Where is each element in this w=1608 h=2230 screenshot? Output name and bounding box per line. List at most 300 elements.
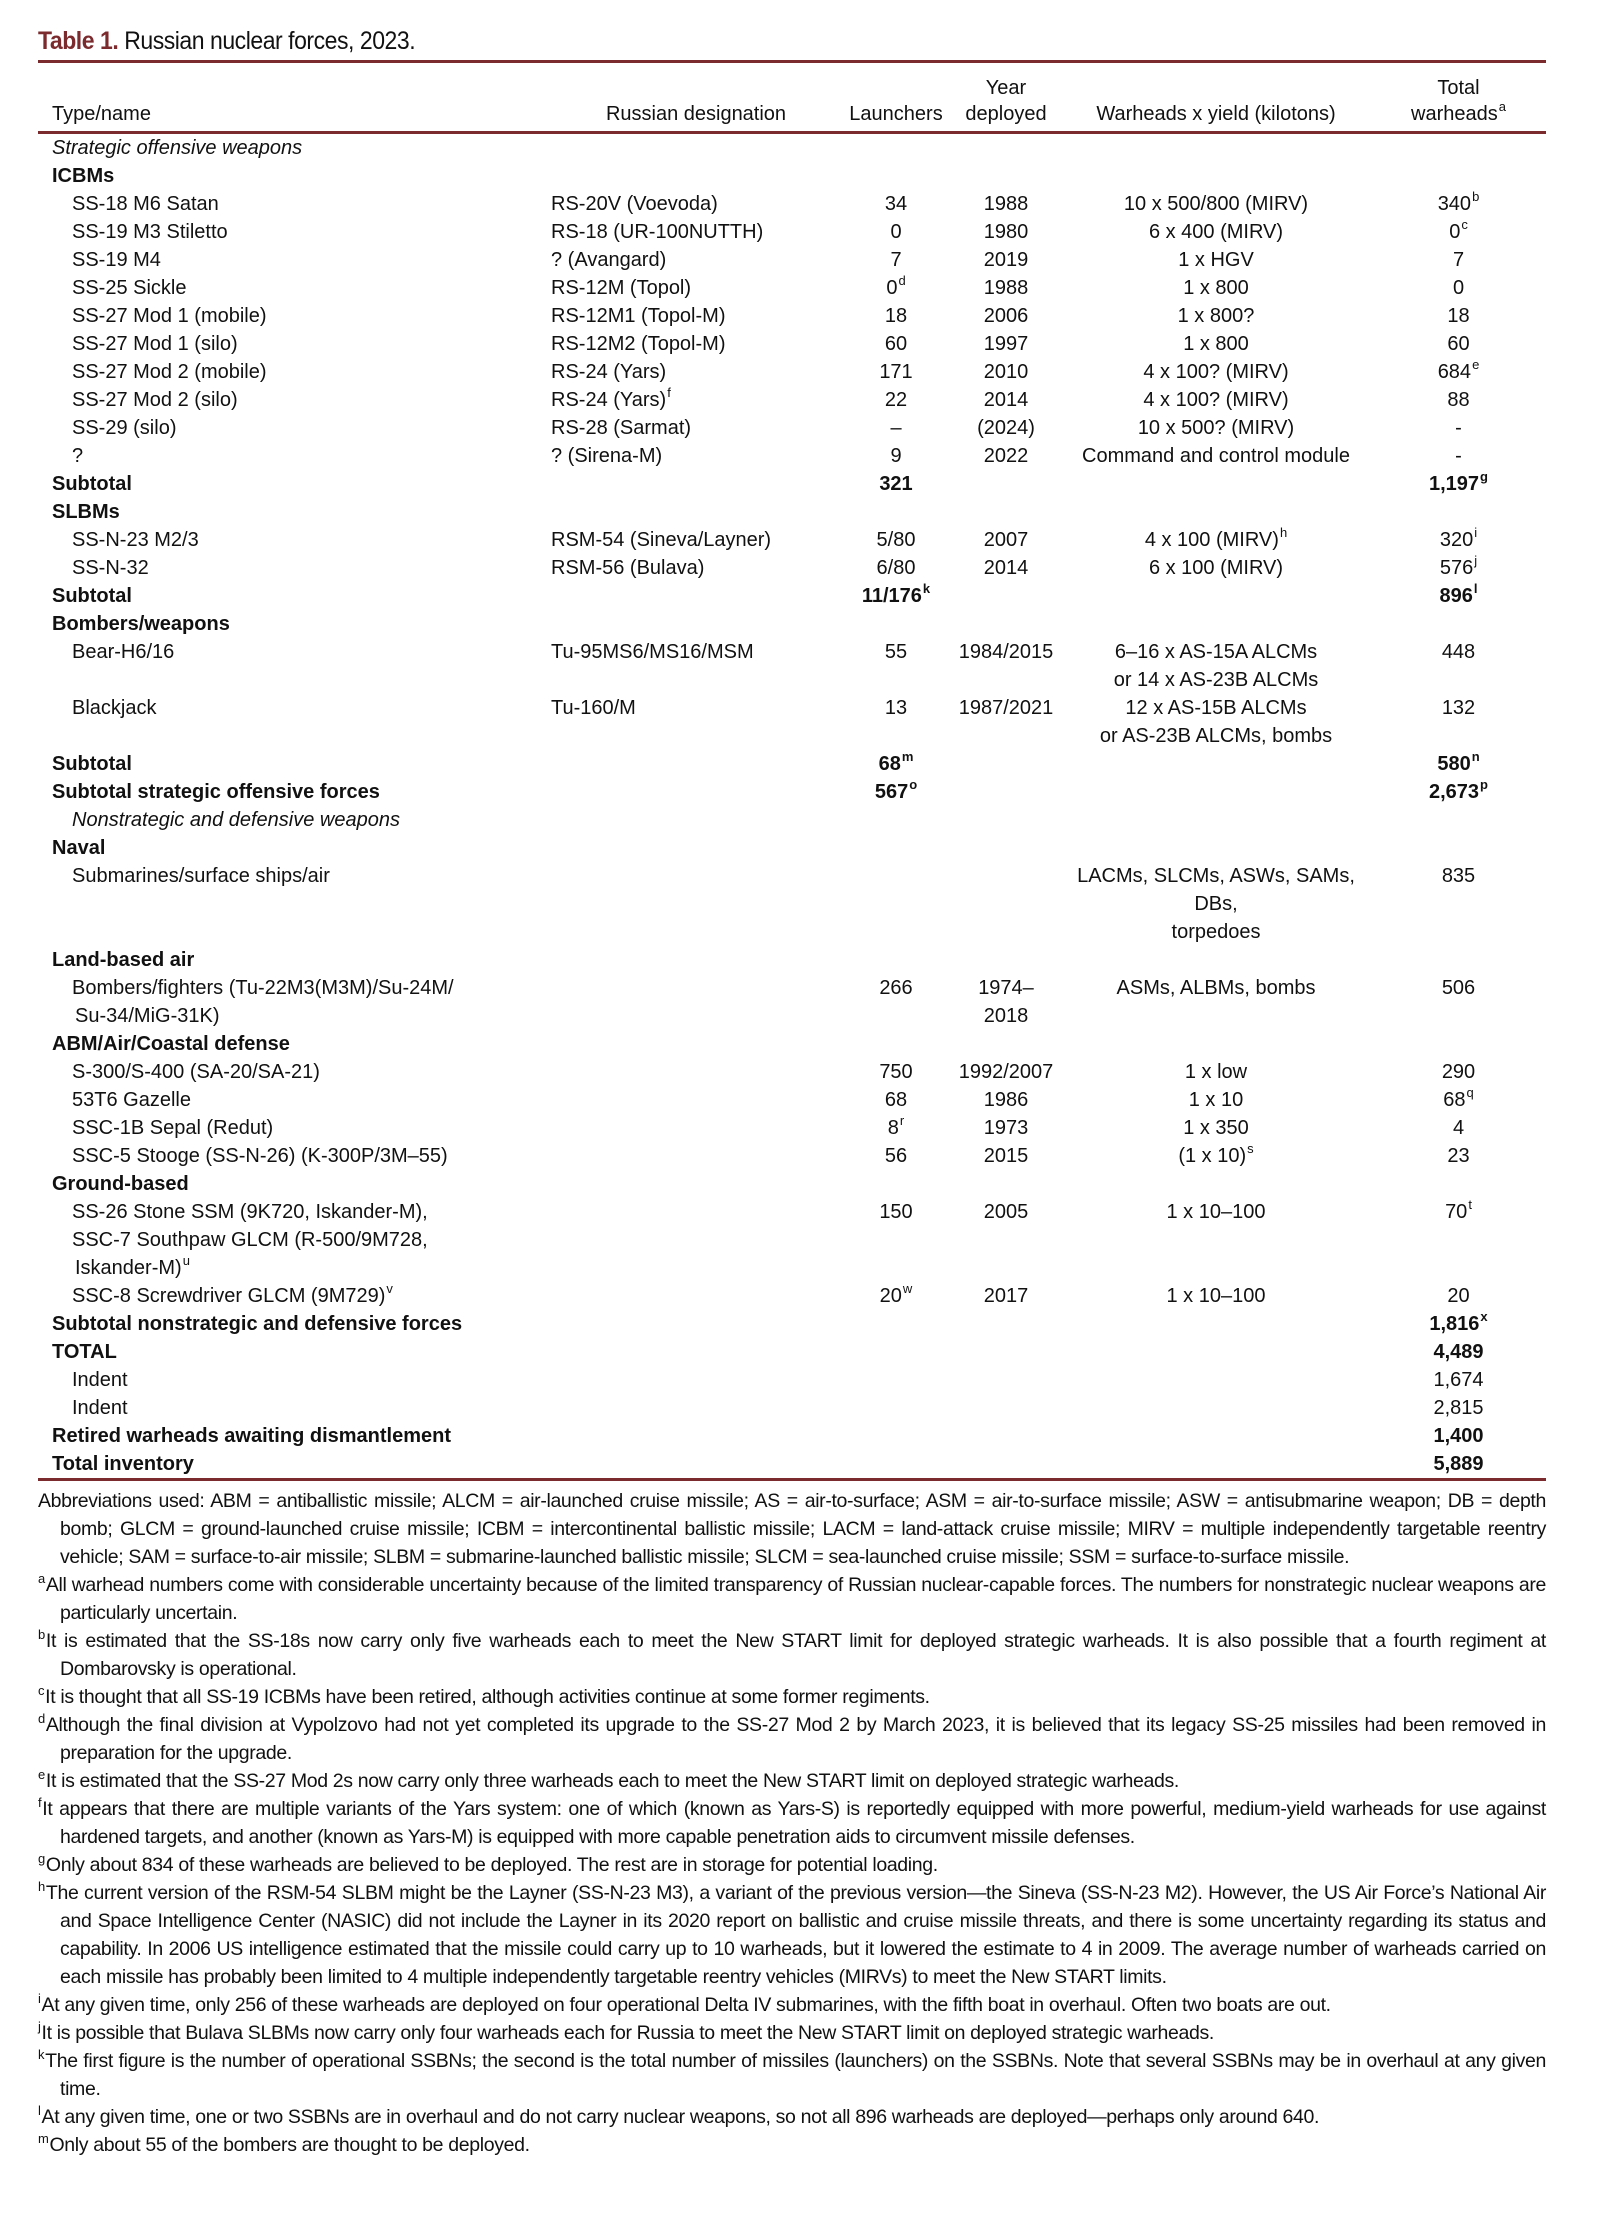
cell-year-deployed bbox=[951, 1310, 1061, 1338]
cell-russian-designation bbox=[551, 1450, 841, 1480]
cell-type-name bbox=[38, 1030, 1546, 1058]
designation-text: RSM-54 (Sineva/Layner) bbox=[551, 529, 772, 551]
footnote-marker: c bbox=[1461, 217, 1468, 232]
launchers-value: 68 bbox=[878, 753, 901, 775]
cell-launchers bbox=[841, 1058, 951, 1086]
cell-launchers bbox=[841, 442, 951, 470]
year-value: 2007 bbox=[983, 529, 1029, 551]
cell-warheads-yield bbox=[1061, 218, 1371, 246]
footnote-marker: x bbox=[1480, 1309, 1488, 1324]
footnote-text: At any given time, one or two SSBNs are in overhaul and do not carry nuclear weapons, so not all 896 warheads are deployed—perhaps only around 640. bbox=[41, 2106, 1320, 2128]
footnote-text: It is possible that Bulava SLBMs now carry only four warheads each for Russia to meet the New START limit on deployed strategic warheads. bbox=[41, 2022, 1215, 2044]
warheads-yield-text: 4 x 100 (MIRV) bbox=[1144, 529, 1279, 551]
cell-year-deployed bbox=[951, 470, 1061, 498]
cell-year-deployed bbox=[951, 1198, 1061, 1282]
total-warheads-value: 2,815 bbox=[1433, 1397, 1484, 1419]
warheads-yield-text: 1 x low bbox=[1184, 1061, 1248, 1083]
cell-launchers bbox=[841, 638, 951, 694]
launchers-value: 750 bbox=[879, 1061, 913, 1083]
cell-total-warheads bbox=[1371, 1338, 1546, 1366]
footnote-marker: s bbox=[1247, 1141, 1254, 1156]
cell-type-name bbox=[38, 1170, 1546, 1198]
cell-russian-designation bbox=[551, 1310, 841, 1338]
footnote bbox=[38, 2019, 1546, 2047]
cell-warheads-yield bbox=[1061, 1366, 1371, 1394]
launchers-value: 0 bbox=[886, 277, 898, 299]
cell-total-warheads bbox=[1371, 1366, 1546, 1394]
footnote bbox=[38, 1795, 1546, 1851]
footnote-marker: m bbox=[901, 749, 914, 764]
cell-year-deployed bbox=[951, 1142, 1061, 1170]
cell-warheads-yield bbox=[1061, 358, 1371, 386]
table-row bbox=[38, 358, 1546, 386]
cell-warheads-yield bbox=[1061, 638, 1371, 694]
type-name-text: Land-based air bbox=[52, 949, 195, 971]
cell-type-name bbox=[38, 834, 1546, 862]
group-heading-row bbox=[38, 1030, 1546, 1058]
type-name-text: SS-25 Sickle bbox=[72, 277, 187, 299]
header-type-name: Type/name bbox=[52, 103, 151, 125]
cell-type-name bbox=[38, 274, 551, 302]
type-name-text: Submarines/surface ships/air bbox=[72, 865, 330, 887]
cell-total-warheads bbox=[1371, 526, 1546, 554]
footnote-marker: r bbox=[899, 1113, 905, 1128]
total-warheads-value: 506 bbox=[1441, 977, 1476, 999]
table-row bbox=[38, 862, 1546, 946]
cell-launchers bbox=[841, 1422, 951, 1450]
type-name-text: Bombers/fighters (Tu-22M3(M3M)/Su-24M/ bbox=[72, 977, 454, 999]
footnote-marker: p bbox=[1480, 777, 1488, 792]
launchers-value: 5/80 bbox=[876, 529, 916, 551]
cell-launchers bbox=[841, 778, 951, 806]
total-warheads-value: 0 bbox=[1449, 221, 1461, 243]
type-name-text: SSC-8 Screwdriver GLCM (9M729) bbox=[72, 1285, 386, 1307]
header-launchers: Launchers bbox=[849, 103, 943, 125]
total-warheads-value: 448 bbox=[1441, 641, 1476, 663]
footnote-mark: f bbox=[38, 1795, 42, 1810]
table-row bbox=[38, 1086, 1546, 1114]
type-name-text-continued: SSC-7 Southpaw GLCM (R-500/9M728, bbox=[72, 1229, 428, 1251]
footnote bbox=[38, 2131, 1546, 2159]
cell-russian-designation bbox=[551, 778, 841, 806]
type-name-text: Total inventory bbox=[52, 1453, 194, 1475]
cell-type-name bbox=[38, 302, 551, 330]
designation-text: RSM-56 (Bulava) bbox=[551, 557, 705, 579]
footnote-marker: u bbox=[182, 1253, 190, 1268]
type-name-text: Blackjack bbox=[72, 697, 157, 719]
cell-launchers bbox=[841, 470, 951, 498]
cell-russian-designation bbox=[551, 1198, 841, 1282]
type-name-text: ABM/Air/Coastal defense bbox=[52, 1033, 290, 1055]
total-warheads-value: 5,889 bbox=[1433, 1453, 1484, 1475]
footnote-marker: n bbox=[1471, 749, 1480, 764]
type-name-text-continued: Su-34/MiG-31K) bbox=[75, 1005, 220, 1027]
type-name-text: SS-27 Mod 1 (silo) bbox=[72, 333, 238, 355]
type-name-text: SLBMs bbox=[52, 501, 120, 523]
cell-warheads-yield bbox=[1061, 694, 1371, 750]
launchers-value: 7 bbox=[890, 249, 902, 271]
cell-year-deployed bbox=[951, 1058, 1061, 1086]
cell-year-deployed bbox=[951, 330, 1061, 358]
warheads-yield-text: (1 x 10) bbox=[1178, 1145, 1247, 1167]
cell-type-name bbox=[38, 526, 551, 554]
cell-type-name bbox=[38, 358, 551, 386]
cell-russian-designation bbox=[551, 246, 841, 274]
cell-total-warheads bbox=[1371, 554, 1546, 582]
nuclear-forces-table bbox=[38, 67, 1546, 1481]
cell-year-deployed bbox=[951, 582, 1061, 610]
footnote-text: Only about 55 of the bombers are thought to be deployed. bbox=[49, 2134, 530, 2156]
cell-year-deployed bbox=[951, 274, 1061, 302]
table-row bbox=[38, 386, 1546, 414]
type-name-text: ICBMs bbox=[52, 165, 115, 187]
cell-type-name bbox=[38, 806, 1546, 834]
warheads-yield-text: Command and control module bbox=[1082, 445, 1350, 467]
year-value: 1973 bbox=[983, 1117, 1029, 1139]
cell-launchers bbox=[841, 1198, 951, 1282]
cell-warheads-yield bbox=[1061, 386, 1371, 414]
cell-launchers bbox=[841, 190, 951, 218]
table-row bbox=[38, 414, 1546, 442]
year-value: 1988 bbox=[983, 277, 1029, 299]
cell-type-name bbox=[38, 974, 551, 1030]
designation-text: RS-28 (Sarmat) bbox=[551, 417, 692, 439]
cell-total-warheads bbox=[1371, 386, 1546, 414]
launchers-value: 171 bbox=[879, 361, 913, 383]
cell-russian-designation bbox=[551, 1394, 841, 1422]
year-value-continued: 2018 bbox=[983, 1005, 1029, 1027]
type-name-text: Subtotal bbox=[52, 473, 132, 495]
warheads-yield-text: 6–16 x AS-15A ALCMs bbox=[1114, 641, 1318, 663]
footnote bbox=[38, 1879, 1546, 1991]
type-name-text: SS-27 Mod 2 (mobile) bbox=[72, 361, 267, 383]
cell-launchers bbox=[841, 274, 951, 302]
footnote-mark: e bbox=[38, 1767, 45, 1782]
footnote bbox=[38, 1991, 1546, 2019]
cell-total-warheads bbox=[1371, 750, 1546, 778]
total-warheads-value: 4 bbox=[1452, 1117, 1465, 1139]
footnote-marker: k bbox=[922, 581, 931, 596]
footnote bbox=[38, 2103, 1546, 2131]
cell-total-warheads bbox=[1371, 1394, 1546, 1422]
cell-type-name bbox=[38, 582, 551, 610]
footnote-mark: g bbox=[38, 1851, 45, 1866]
cell-warheads-yield bbox=[1061, 190, 1371, 218]
cell-year-deployed bbox=[951, 1282, 1061, 1310]
total-warheads-value: 88 bbox=[1447, 389, 1470, 411]
cell-launchers bbox=[841, 302, 951, 330]
cell-russian-designation bbox=[551, 358, 841, 386]
group-heading-row bbox=[38, 610, 1546, 638]
cell-launchers bbox=[841, 386, 951, 414]
footnote-text: All warhead numbers come with considerable uncertainty because of the limited transparency of Russian nuclear-capable forces. The numbers for nonstrategic nuclear weapons are particularly uncertain. bbox=[45, 1574, 1546, 1624]
cell-launchers bbox=[841, 1142, 951, 1170]
group-heading-row bbox=[38, 498, 1546, 526]
type-name-text: SSC-1B Sepal (Redut) bbox=[72, 1117, 274, 1139]
header-warheads-yield: Warheads x yield (kilotons) bbox=[1096, 103, 1336, 125]
cell-type-name bbox=[38, 442, 551, 470]
type-name-text: TOTAL bbox=[52, 1341, 117, 1363]
cell-launchers bbox=[841, 1338, 951, 1366]
cell-total-warheads bbox=[1371, 470, 1546, 498]
type-name-text-continued: Iskander-M) bbox=[75, 1257, 182, 1279]
cell-total-warheads bbox=[1371, 330, 1546, 358]
footnote-mark: b bbox=[38, 1627, 45, 1642]
footnote bbox=[38, 2047, 1546, 2103]
launchers-value: 55 bbox=[884, 641, 908, 663]
cell-type-name bbox=[38, 638, 551, 694]
cell-warheads-yield bbox=[1061, 274, 1371, 302]
cell-launchers bbox=[841, 1394, 951, 1422]
total-warheads-value: 835 bbox=[1441, 865, 1476, 887]
type-name-text: SS-27 Mod 2 (silo) bbox=[72, 389, 238, 411]
table-caption bbox=[38, 24, 1447, 60]
cell-russian-designation bbox=[551, 274, 841, 302]
cell-total-warheads bbox=[1371, 694, 1546, 750]
group-heading-row bbox=[38, 834, 1546, 862]
cell-russian-designation bbox=[551, 1282, 841, 1310]
designation-text: RS-24 (Yars) bbox=[551, 361, 667, 383]
cell-year-deployed bbox=[951, 386, 1061, 414]
type-name-text: Indent bbox=[72, 1369, 128, 1391]
cell-type-name bbox=[38, 1310, 551, 1338]
footnote-marker: e bbox=[1472, 357, 1480, 372]
warheads-yield-text: LACMs, SLCMs, ASWs, SAMs, DBs, bbox=[1077, 865, 1355, 915]
footnote bbox=[38, 1571, 1546, 1627]
caption-rule bbox=[38, 60, 1546, 63]
cell-russian-designation bbox=[551, 302, 841, 330]
launchers-value: 13 bbox=[884, 697, 908, 719]
cell-russian-designation bbox=[551, 638, 841, 694]
type-name-text: Indent bbox=[72, 1397, 128, 1419]
cell-russian-designation bbox=[551, 1142, 841, 1170]
cell-year-deployed bbox=[951, 862, 1061, 946]
footnote-marker: h bbox=[1279, 525, 1288, 540]
header-year-line2: deployed bbox=[965, 103, 1047, 125]
warheads-yield-text: 1 x HGV bbox=[1178, 249, 1254, 271]
cell-type-name bbox=[38, 694, 551, 750]
year-value: 1974– bbox=[978, 977, 1034, 999]
type-name-text: Ground-based bbox=[52, 1173, 189, 1195]
footnote bbox=[38, 1627, 1546, 1683]
cell-type-name bbox=[38, 862, 551, 946]
launchers-value: 60 bbox=[884, 333, 908, 355]
launchers-value: 56 bbox=[884, 1145, 908, 1167]
table-row bbox=[38, 1142, 1546, 1170]
cell-year-deployed bbox=[951, 638, 1061, 694]
total-warheads-value: - bbox=[1455, 417, 1462, 439]
designation-text: Tu-160/M bbox=[551, 697, 636, 719]
cell-year-deployed bbox=[951, 302, 1061, 330]
cell-russian-designation bbox=[551, 330, 841, 358]
header-year-line1: Year bbox=[985, 77, 1027, 99]
cell-warheads-yield bbox=[1061, 1198, 1371, 1282]
cell-launchers bbox=[841, 750, 951, 778]
cell-year-deployed bbox=[951, 778, 1061, 806]
cell-warheads-yield bbox=[1061, 1058, 1371, 1086]
table-row bbox=[38, 1114, 1546, 1142]
type-name-text: Strategic offensive weapons bbox=[52, 137, 303, 159]
launchers-value: – bbox=[890, 417, 902, 439]
type-name-text: Retired warheads awaiting dismantlement bbox=[52, 1425, 451, 1447]
warheads-yield-text: 6 x 400 (MIRV) bbox=[1148, 221, 1284, 243]
table-row bbox=[38, 694, 1546, 750]
launchers-value: 9 bbox=[890, 445, 902, 467]
footnotes-list bbox=[38, 1571, 1546, 2159]
footnote-text: It is estimated that the SS-18s now carry only five warheads each to meet the New START limit for deployed strategic warheads. It is also possible that a fourth regiment at Dombarovsky is operational. bbox=[45, 1630, 1546, 1680]
cell-total-warheads bbox=[1371, 274, 1546, 302]
cell-year-deployed bbox=[951, 190, 1061, 218]
year-value: 2014 bbox=[983, 557, 1029, 579]
launchers-value: 8 bbox=[887, 1117, 899, 1139]
cell-warheads-yield bbox=[1061, 554, 1371, 582]
cell-launchers bbox=[841, 694, 951, 750]
launchers-value: 68 bbox=[884, 1089, 908, 1111]
table-row bbox=[38, 190, 1546, 218]
cell-warheads-yield bbox=[1061, 1422, 1371, 1450]
cell-year-deployed bbox=[951, 1394, 1061, 1422]
type-name-text: SS-26 Stone SSM (9K720, Iskander-M), bbox=[72, 1201, 428, 1223]
cell-total-warheads bbox=[1371, 246, 1546, 274]
warheads-yield-text: 4 x 100? (MIRV) bbox=[1143, 361, 1289, 383]
cell-type-name bbox=[38, 554, 551, 582]
warheads-yield-text-continued: torpedoes bbox=[1171, 921, 1261, 943]
launchers-value: 321 bbox=[879, 473, 913, 495]
cell-type-name bbox=[38, 1058, 551, 1086]
cell-type-name bbox=[38, 946, 1546, 974]
group-heading-row bbox=[38, 162, 1546, 190]
warheads-yield-text: 1 x 800? bbox=[1177, 305, 1255, 327]
cell-launchers bbox=[841, 1086, 951, 1114]
footnote-marker: g bbox=[1480, 469, 1488, 484]
cell-type-name bbox=[38, 1198, 551, 1282]
total-warheads-value: 23 bbox=[1447, 1145, 1470, 1167]
cell-type-name bbox=[38, 386, 551, 414]
footnote bbox=[38, 1851, 1546, 1879]
cell-type-name bbox=[38, 218, 551, 246]
type-name-text: Subtotal bbox=[52, 585, 132, 607]
cell-year-deployed bbox=[951, 750, 1061, 778]
subtotal-row bbox=[38, 582, 1546, 610]
footnote-marker: a bbox=[1498, 99, 1506, 114]
table-row bbox=[38, 638, 1546, 694]
year-value: 1984/2015 bbox=[958, 641, 1054, 663]
warheads-yield-text: 4 x 100? (MIRV) bbox=[1143, 389, 1289, 411]
total-warheads-value: 1,400 bbox=[1433, 1425, 1484, 1447]
cell-russian-designation bbox=[551, 190, 841, 218]
footnote-text: Only about 834 of these warheads are believed to be deployed. The rest are in storage for potential loading. bbox=[45, 1854, 938, 1876]
footnote-mark: k bbox=[38, 2047, 45, 2062]
year-value: 2010 bbox=[983, 361, 1029, 383]
type-name-text: Bear-H6/16 bbox=[72, 641, 175, 663]
total-warheads-value: 320 bbox=[1439, 529, 1474, 551]
header-designation: Russian designation bbox=[605, 103, 787, 125]
footnote-mark: h bbox=[38, 1879, 45, 1894]
type-name-text: 53T6 Gazelle bbox=[72, 1089, 191, 1111]
table-row bbox=[38, 274, 1546, 302]
footnote-mark: c bbox=[38, 1683, 45, 1698]
total-warheads-value: 0 bbox=[1452, 277, 1465, 299]
footnote-marker: w bbox=[902, 1281, 913, 1296]
type-name-text: SS-N-23 M2/3 bbox=[72, 529, 199, 551]
footnote-marker: l bbox=[1473, 581, 1478, 596]
subtotal-row bbox=[38, 1422, 1546, 1450]
total-warheads-value: 896 bbox=[1439, 585, 1473, 607]
cell-year-deployed bbox=[951, 1114, 1061, 1142]
cell-warheads-yield bbox=[1061, 414, 1371, 442]
header-total-line1: Total bbox=[1437, 77, 1480, 99]
footnote-marker: t bbox=[1468, 1197, 1472, 1212]
year-value: 2017 bbox=[983, 1285, 1029, 1307]
cell-total-warheads bbox=[1371, 778, 1546, 806]
document-page bbox=[38, 24, 1570, 2159]
cell-launchers bbox=[841, 1366, 951, 1394]
footnote-marker: f bbox=[667, 385, 671, 400]
cell-launchers bbox=[841, 554, 951, 582]
year-value: 1992/2007 bbox=[958, 1061, 1054, 1083]
launchers-value: 11/176 bbox=[861, 585, 922, 607]
cell-warheads-yield bbox=[1061, 1142, 1371, 1170]
total-warheads-value: 580 bbox=[1437, 753, 1471, 775]
table-row bbox=[38, 1058, 1546, 1086]
total-warheads-value: 2,673 bbox=[1428, 781, 1480, 803]
cell-warheads-yield bbox=[1061, 778, 1371, 806]
cell-warheads-yield bbox=[1061, 330, 1371, 358]
designation-text: Tu-95MS6/MS16/MSM bbox=[551, 641, 754, 663]
designation-text: RS-12M2 (Topol-M) bbox=[551, 333, 726, 355]
cell-warheads-yield bbox=[1061, 1086, 1371, 1114]
subtotal-row bbox=[38, 750, 1546, 778]
launchers-value: 567 bbox=[874, 781, 909, 803]
total-warheads-value: 4,489 bbox=[1433, 1341, 1484, 1363]
cell-total-warheads bbox=[1371, 862, 1546, 946]
cell-total-warheads bbox=[1371, 1114, 1546, 1142]
footnote-mark: m bbox=[38, 2131, 49, 2146]
warheads-yield-text: 6 x 100 (MIRV) bbox=[1148, 557, 1284, 579]
cell-type-name bbox=[38, 610, 1546, 638]
cell-warheads-yield bbox=[1061, 1338, 1371, 1366]
year-value: 1980 bbox=[983, 221, 1029, 243]
total-warheads-value: 684 bbox=[1437, 361, 1472, 383]
launchers-value: 266 bbox=[879, 977, 913, 999]
launchers-value: 18 bbox=[884, 305, 908, 327]
warheads-yield-text: 1 x 350 bbox=[1183, 1117, 1249, 1139]
table-header-row bbox=[38, 67, 1546, 133]
type-name-text: S-300/S-400 (SA-20/SA-21) bbox=[72, 1061, 320, 1083]
table-row bbox=[38, 974, 1546, 1030]
cell-total-warheads bbox=[1371, 1086, 1546, 1114]
total-warheads-value: 60 bbox=[1447, 333, 1470, 355]
cell-russian-designation bbox=[551, 1086, 841, 1114]
cell-type-name bbox=[38, 1450, 551, 1480]
group-heading-row bbox=[38, 946, 1546, 974]
table-row bbox=[38, 1282, 1546, 1310]
year-value: 1986 bbox=[983, 1089, 1029, 1111]
table-row bbox=[38, 1394, 1546, 1422]
cell-total-warheads bbox=[1371, 414, 1546, 442]
type-name-text: Subtotal nonstrategic and defensive forces bbox=[52, 1313, 463, 1335]
cell-russian-designation bbox=[551, 862, 841, 946]
cell-russian-designation bbox=[551, 386, 841, 414]
cell-type-name bbox=[38, 162, 1546, 190]
cell-warheads-yield bbox=[1061, 750, 1371, 778]
table-row bbox=[38, 218, 1546, 246]
cell-type-name bbox=[38, 1338, 551, 1366]
footnote-text: It appears that there are multiple variants of the Yars system: one of which (known as Yars-S) is reportedly equipped with more powerful, medium-yield warheads for use against hardened targets, and another (known as Yars-M) is equipped with more capable penetration aids to circumvent missile defenses. bbox=[42, 1798, 1546, 1848]
cell-total-warheads bbox=[1371, 442, 1546, 470]
table-row bbox=[38, 246, 1546, 274]
cell-total-warheads bbox=[1371, 1058, 1546, 1086]
